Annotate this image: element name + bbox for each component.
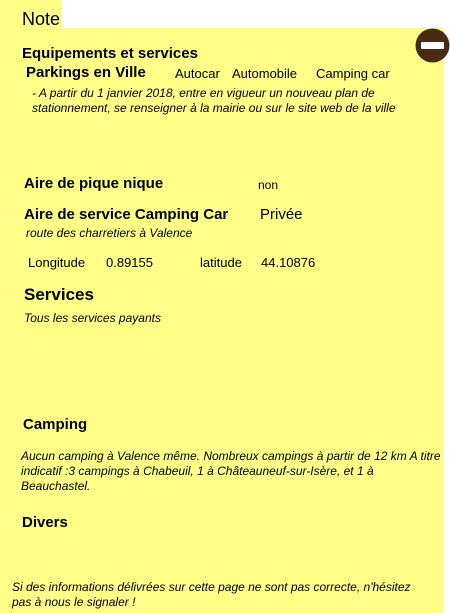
- footer-note: Si des informations délivrées sur cette page ne sont pas correcte, n'hésitez pas à nous le signaler !: [12, 580, 411, 609]
- equipements-heading: Equipements et services: [22, 45, 198, 62]
- service-camping-car-heading: Aire de service Camping Car: [24, 206, 229, 223]
- services-description: Tous les services payants: [24, 311, 161, 325]
- latitude-value: 44.10876: [261, 255, 316, 270]
- parkings-description: - A partir du 1 janvier 2018, entre en vigueur un nouveau plan de stationnement, se renseigner à la mairie ou sur le site web de la ville: [32, 86, 396, 115]
- longitude-label: Longitude: [28, 255, 86, 270]
- no-entry-icon: [415, 28, 450, 63]
- divers-heading: Divers: [22, 514, 68, 531]
- services-heading: Services: [24, 285, 94, 304]
- longitude-value: 0.89155: [106, 255, 153, 270]
- parkings-heading: Parkings en Ville: [26, 64, 146, 81]
- pique-nique-heading: Aire de pique nique: [24, 175, 164, 192]
- parking-type-camping-car: Camping car: [316, 66, 390, 81]
- service-camping-car-value: Privée: [260, 206, 303, 223]
- service-camping-car-address: route des charretiers à Valence: [26, 226, 193, 240]
- camping-heading: Camping: [23, 416, 88, 433]
- parking-type-autocar: Autocar: [175, 66, 220, 81]
- parking-type-automobile: Automobile: [232, 66, 298, 81]
- pique-nique-value: non: [258, 178, 279, 192]
- note-title: Note: [22, 9, 61, 29]
- note-tab-cutout: [62, 0, 450, 28]
- latitude-label: latitude: [200, 255, 242, 270]
- camping-description: Aucun camping à Valence même. Nombreux campings à partir de 12 km A titre indicatif :3 campings à Chabeuil, 1 à Châteauneuf-sur-Isère, et 1 à Beauchastel.: [21, 449, 441, 493]
